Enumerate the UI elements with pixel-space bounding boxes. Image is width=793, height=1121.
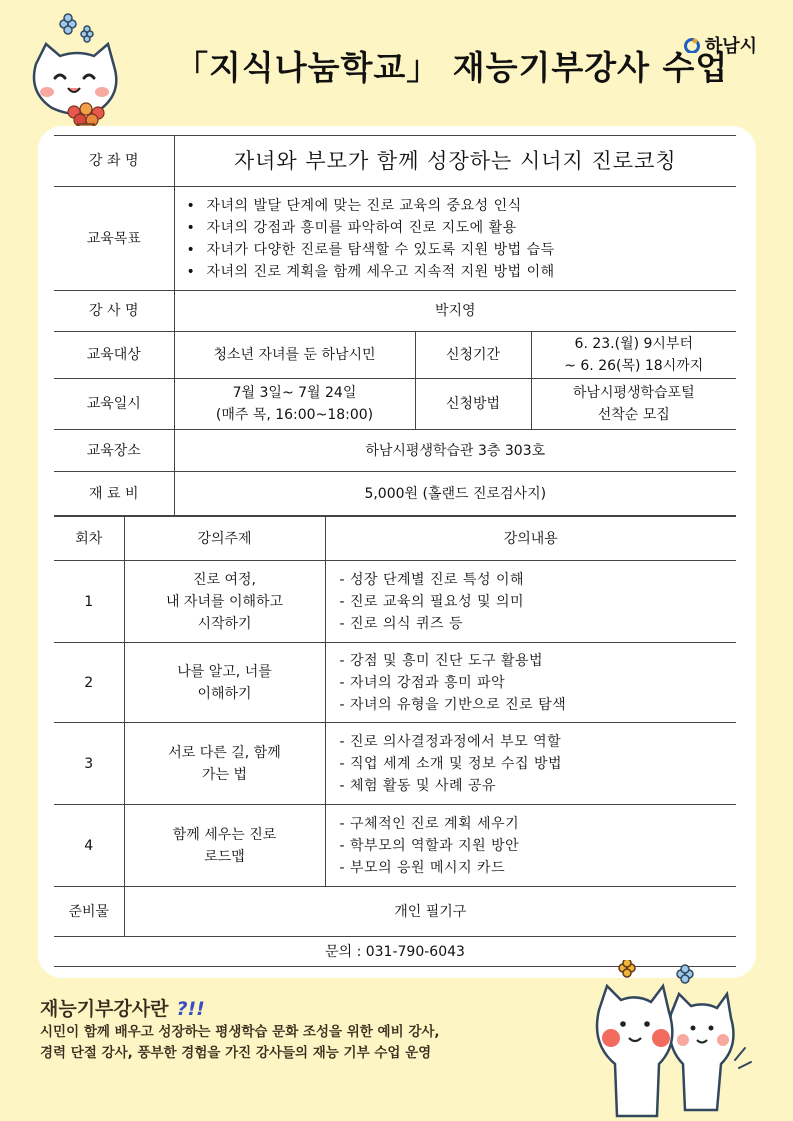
session-no: 2 xyxy=(54,643,124,723)
session-topic xyxy=(124,723,325,805)
session-topic xyxy=(124,643,325,723)
course-name-label: 강 좌 명 xyxy=(54,136,174,187)
session-row xyxy=(54,805,736,887)
goal-item: • 자녀의 발달 단계에 맞는 진로 교육의 중요성 인식 xyxy=(187,195,731,217)
course-info-table xyxy=(54,135,736,516)
fee-value: 5,000원 (홀랜드 진로검사지) xyxy=(174,472,736,516)
session-content xyxy=(325,805,736,887)
goals-row xyxy=(54,187,736,291)
session-content xyxy=(325,643,736,723)
session-no: 4 xyxy=(54,805,124,887)
content-list xyxy=(332,731,731,797)
session-row xyxy=(54,561,736,643)
cat-mascot-flowers-icon xyxy=(22,12,132,142)
target-value: 청소년 자녀를 둔 하남시민 xyxy=(174,332,415,379)
supplies-value: 개인 필기구 xyxy=(124,887,736,937)
topic-line: 서로 다른 길, 함께 xyxy=(168,744,281,761)
content-list xyxy=(332,650,731,716)
apply-method-line: 하남시평생학습포털 xyxy=(572,385,695,401)
instructor-name: 박지영 xyxy=(174,291,736,332)
session-row xyxy=(54,643,736,723)
topic-line: 나를 알고, 너를 xyxy=(177,663,272,680)
content-list xyxy=(332,813,731,879)
curriculum-table xyxy=(54,516,736,967)
goal-item: • 자녀의 강점과 흥미를 파악하여 진로 지도에 활용 xyxy=(187,217,731,239)
footer-title-text: 재능기부강사란 xyxy=(40,998,169,1020)
fee-label: 재 료 비 xyxy=(54,472,174,516)
curriculum-header-row xyxy=(54,517,736,561)
footer-description xyxy=(40,1022,600,1064)
instructor-label: 강 사 명 xyxy=(54,291,174,332)
col-content: 강의내용 xyxy=(325,517,736,561)
session-row xyxy=(54,723,736,805)
schedule-label: 교육일시 xyxy=(54,379,174,430)
topic-line: 함께 세우는 진로 xyxy=(172,826,277,843)
goal-item: • 자녀의 진로 계획을 함께 세우고 지속적 지원 방법 이해 xyxy=(187,261,731,283)
content-item: - 구체적인 진로 계획 세우기 xyxy=(340,813,731,835)
goals-list xyxy=(181,195,731,283)
supplies-row xyxy=(54,887,736,937)
content-item: - 성장 단계별 진로 특성 이해 xyxy=(340,569,731,591)
content-item: - 체험 활동 및 사례 공유 xyxy=(340,775,731,797)
goals-cell xyxy=(174,187,736,291)
content-item: - 강점 및 흥미 진단 도구 활용법 xyxy=(340,650,731,672)
session-content xyxy=(325,561,736,643)
session-no: 3 xyxy=(54,723,124,805)
schedule-line: 7월 3일~ 7월 24일 xyxy=(232,385,357,401)
apply-period-line: 6. 23.(월) 9시부터 xyxy=(574,336,693,352)
apply-period-line: ~ 6. 26(목) 18시까지 xyxy=(564,358,704,374)
session-no: 1 xyxy=(54,561,124,643)
topic-line: 내 자녀를 이해하고 xyxy=(165,593,284,610)
place-row xyxy=(54,430,736,472)
topic-line: 가는 법 xyxy=(201,766,248,783)
col-session: 회차 xyxy=(54,517,124,561)
footer-line: 경력 단절 강사, 풍부한 경험을 가진 강사들의 재능 기부 수업 운영 xyxy=(40,1045,432,1061)
cat-mascots-waving-icon xyxy=(593,960,753,1120)
apply-period-value xyxy=(531,332,736,379)
apply-period-label: 신청기간 xyxy=(415,332,531,379)
contact-info: 문의 : 031-790-6043 xyxy=(54,937,736,967)
logo-text: 하남시 xyxy=(704,36,757,57)
topic-line: 시작하기 xyxy=(197,615,252,632)
apply-method-value xyxy=(531,379,736,430)
page-title: 「지식나눔학교」 재능기부강사 수업 xyxy=(175,48,729,87)
content-item: - 진로 교육의 필요성 및 의미 xyxy=(340,591,731,613)
footer-title xyxy=(40,994,205,1021)
session-content xyxy=(325,723,736,805)
info-card xyxy=(38,126,756,978)
goal-item: • 자녀가 다양한 진로를 탐색할 수 있도록 지원 방법 습득 xyxy=(187,239,731,261)
content-item: - 진로 의식 퀴즈 등 xyxy=(340,613,731,635)
schedule-line: (매주 목, 16:00~18:00) xyxy=(215,407,374,423)
footer-line: 시민이 함께 배우고 성장하는 평생학습 문화 조성을 위한 예비 강사, xyxy=(40,1024,440,1040)
col-topic: 강의주제 xyxy=(124,517,325,561)
session-topic xyxy=(124,805,325,887)
target-label: 교육대상 xyxy=(54,332,174,379)
topic-line: 이해하기 xyxy=(197,685,252,702)
instructor-row xyxy=(54,291,736,332)
content-list xyxy=(332,569,731,635)
footer-marks: ?!! xyxy=(176,998,205,1020)
target-row xyxy=(54,332,736,379)
course-name-row xyxy=(54,136,736,187)
session-topic xyxy=(124,561,325,643)
content-item: - 학부모의 역할과 지원 방안 xyxy=(340,835,731,857)
place-value: 하남시평생학습관 3층 303호 xyxy=(174,430,736,472)
content-item: - 자녀의 강점과 흥미 파악 xyxy=(340,672,731,694)
content-item: - 진로 의사결정과정에서 부모 역할 xyxy=(340,731,731,753)
schedule-row xyxy=(54,379,736,430)
schedule-value xyxy=(174,379,415,430)
apply-method-label: 신청방법 xyxy=(415,379,531,430)
city-logo-icon xyxy=(684,37,700,53)
topic-line: 로드맵 xyxy=(204,848,245,865)
apply-method-line: 선착순 모집 xyxy=(597,407,670,423)
content-item: - 자녀의 유형을 기반으로 진로 탐색 xyxy=(340,694,731,716)
supplies-label: 준비물 xyxy=(54,887,124,937)
course-name: 자녀와 부모가 함께 성장하는 시너지 진로코칭 xyxy=(174,136,736,187)
goals-label: 교육목표 xyxy=(54,187,174,291)
place-label: 교육장소 xyxy=(54,430,174,472)
fee-row xyxy=(54,472,736,516)
content-item: - 직업 세계 소개 및 정보 수집 방법 xyxy=(340,753,731,775)
topic-line: 진로 여정, xyxy=(193,571,256,588)
city-logo xyxy=(684,32,757,58)
content-item: - 부모의 응원 메시지 카드 xyxy=(340,857,731,879)
